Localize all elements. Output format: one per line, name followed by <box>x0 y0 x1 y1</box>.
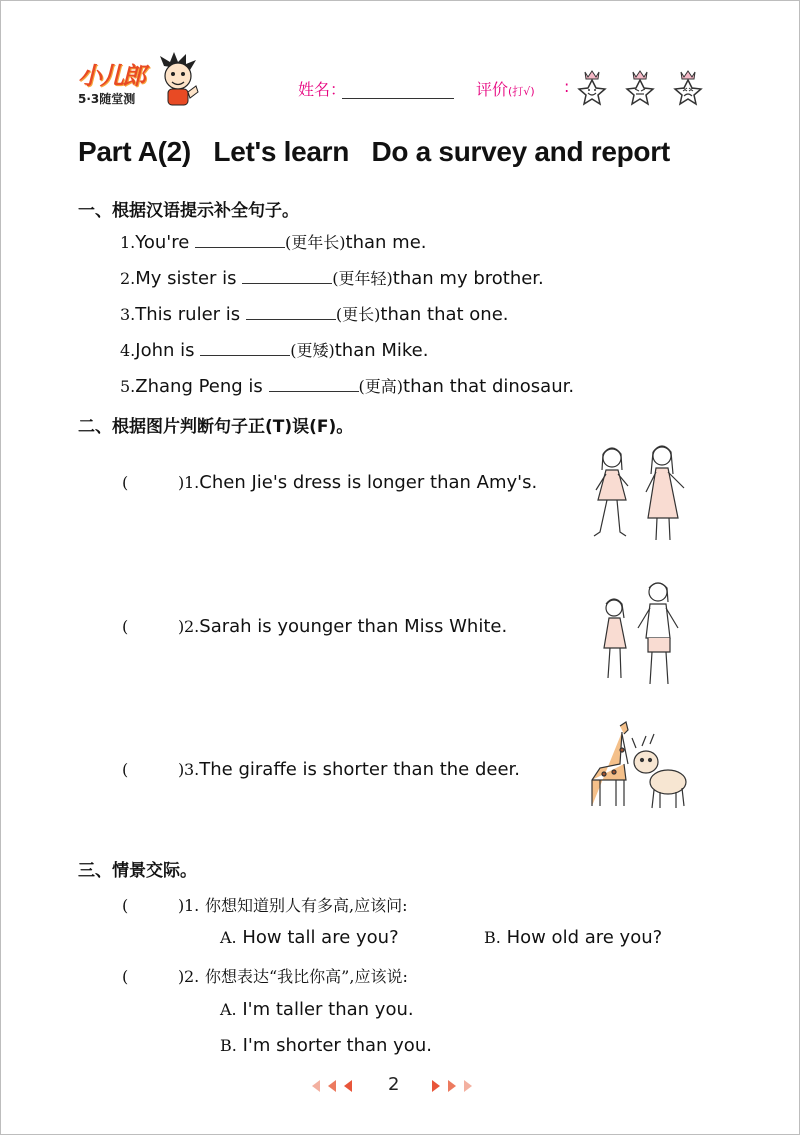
answer-blank[interactable] <box>246 305 336 320</box>
logo-subtitle: 5·3随堂测 <box>78 92 136 106</box>
tf-item-2 <box>122 616 507 637</box>
answer-blank[interactable] <box>200 341 290 356</box>
logo <box>72 56 202 112</box>
item-text: Sarah is younger than Miss White. <box>199 616 508 637</box>
answer-blank[interactable] <box>242 269 332 284</box>
name-field[interactable] <box>342 98 454 99</box>
item-number: 4. <box>120 341 136 360</box>
evaluation-label <box>476 77 535 100</box>
item-question: 你想表达“我比你高”,应该说: <box>205 967 408 986</box>
item-question: 你想知道别人有多高,应该问: <box>205 896 408 915</box>
answer-blank[interactable] <box>269 377 359 392</box>
item-text-after: than that one. <box>380 304 509 325</box>
section-3-heading: 三、情景交际。 <box>78 861 197 881</box>
prev-page-arrows-icon[interactable] <box>310 1078 362 1094</box>
sarah-and-miss-white-image <box>590 578 690 690</box>
item-text-before: You're <box>135 232 196 253</box>
item-number: 1. <box>184 473 200 492</box>
item-text-before: Zhang Peng is <box>135 376 269 397</box>
item-text-after: than that dinosaur. <box>403 376 575 397</box>
section-1-heading: 一、根据汉语提示补全句子。 <box>78 201 299 221</box>
option-a[interactable]: A. I'm taller than you. <box>220 999 414 1020</box>
item-text-after: than Mike. <box>334 340 429 361</box>
boy-mascot-icon <box>156 52 200 108</box>
section-2-heading: 二、根据图片判断句子正(T)误(F)。 <box>78 417 354 437</box>
item-number: 2. <box>184 617 200 636</box>
answer-parentheses[interactable]: ( ) <box>122 760 185 779</box>
answer-parentheses[interactable]: ( ) <box>122 896 185 915</box>
answer-parentheses[interactable]: ( ) <box>122 967 185 986</box>
situation-item-2 <box>122 964 408 987</box>
item-hint: (更矮) <box>290 341 335 360</box>
fill-item-5 <box>120 374 574 397</box>
giraffe-and-deer-image <box>580 720 690 812</box>
two-girls-dresses-image <box>574 440 698 550</box>
evaluation-text: 评价 <box>476 80 509 99</box>
fill-item-4 <box>120 338 428 361</box>
page-number: 2 <box>388 1074 400 1095</box>
option-b[interactable]: B. I'm shorter than you. <box>220 1035 432 1056</box>
situation-item-1 <box>122 893 407 916</box>
star-face-happy-icon <box>579 71 605 104</box>
fill-item-1 <box>120 230 427 253</box>
item-text-after: than my brother. <box>392 268 544 289</box>
next-page-arrows-icon[interactable] <box>430 1078 482 1094</box>
item-hint: (更高) <box>358 377 404 396</box>
item-number: 3. <box>120 305 136 324</box>
evaluation-note: (打√) <box>508 85 535 98</box>
option-a[interactable]: A. How tall are you? <box>220 927 399 948</box>
star-face-neutral-icon <box>627 71 653 104</box>
item-number: 3. <box>184 760 200 779</box>
answer-blank[interactable] <box>195 233 285 248</box>
item-hint: (更年轻) <box>332 269 393 288</box>
fill-item-3 <box>120 302 509 325</box>
item-hint: (更长) <box>335 305 381 324</box>
logo-title: 小儿郎 <box>78 62 144 90</box>
item-text: The giraffe is shorter than the deer. <box>199 759 521 780</box>
item-number: 5. <box>120 377 136 396</box>
option-b[interactable]: B. How old are you? <box>484 927 663 948</box>
rating-stars[interactable] <box>570 66 720 110</box>
name-label: 姓名： <box>298 80 347 99</box>
item-text-before: John is <box>135 340 201 361</box>
evaluation-colon: : <box>564 77 570 96</box>
page-title: Part A(2) Let's learn Do a survey and report <box>78 136 670 167</box>
tf-item-1 <box>122 472 537 493</box>
item-text-before: This ruler is <box>135 304 246 325</box>
item-text-before: My sister is <box>135 268 243 289</box>
item-hint: (更年长) <box>285 233 346 252</box>
answer-parentheses[interactable]: ( ) <box>122 473 185 492</box>
item-number: 2. <box>184 967 200 986</box>
tf-item-3 <box>122 759 520 780</box>
answer-parentheses[interactable]: ( ) <box>122 617 185 636</box>
item-text: Chen Jie's dress is longer than Amy's. <box>199 472 538 493</box>
item-number: 1. <box>184 896 200 915</box>
star-face-sad-icon <box>675 71 701 104</box>
fill-item-2 <box>120 266 544 289</box>
item-number: 2. <box>120 269 136 288</box>
item-text-after: than me. <box>345 232 427 253</box>
page-footer <box>300 1070 500 1100</box>
item-number: 1. <box>120 233 136 252</box>
